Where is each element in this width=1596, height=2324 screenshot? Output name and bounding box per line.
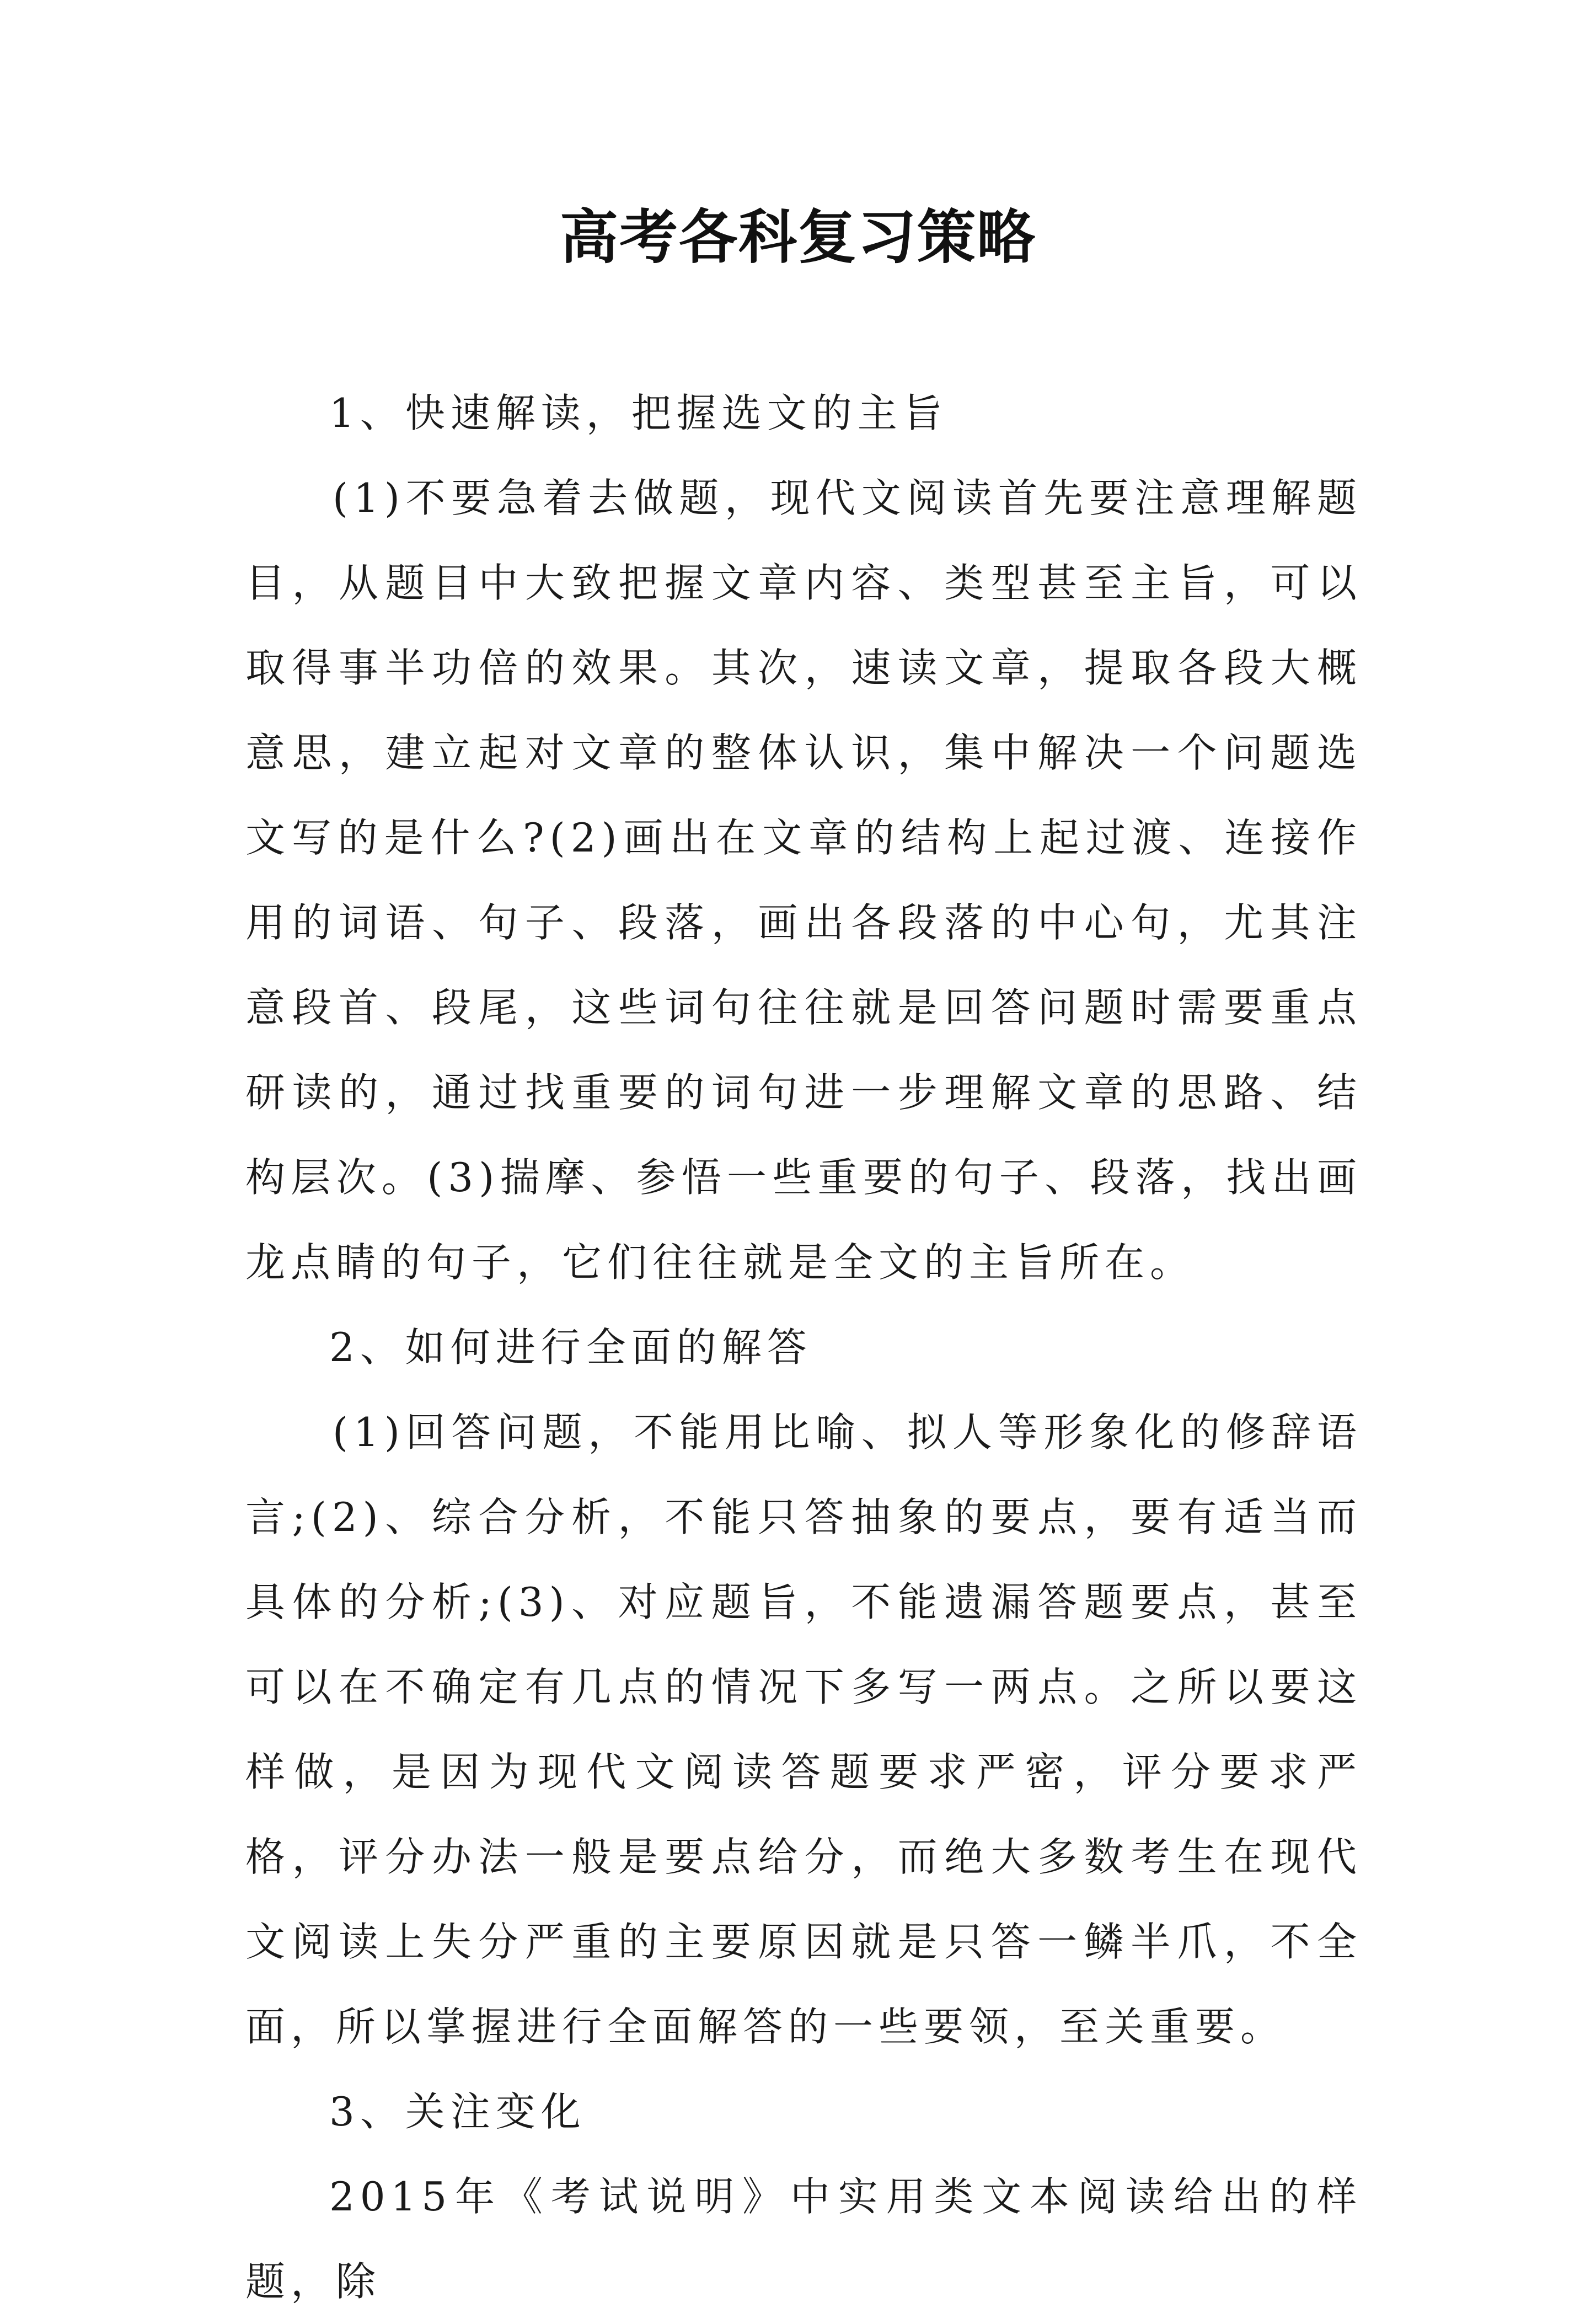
document-title: 高考各科复习策略 bbox=[560, 202, 1036, 271]
section-paragraph-3: 2015年《考试说明》中实用类文本阅读给出的样题，除 bbox=[245, 2173, 1362, 2305]
section-heading-3: 3、关注变化 bbox=[329, 2089, 586, 2135]
section-paragraph-1: (1)不要急着去做题，现代文阅读首先要注意理解题目，从题目中大致把握文章内容、类型甚至主旨，可以取得事半功倍的效果。其次，速读文章，提取各段大概意思，建立起对文章的整体认识，集中解决一个问题选文写的是什么?(2)画出在文章的结构上起过渡、连接作用的词语、句子、段落，画出各段落的中心句，尤其注意段首、段尾，这些词句往往就是回答问题时需要重点研读的，通过找重要的词句进一步理解文章的思路、结构层次。(3)揣摩、参悟一些重要的句子、段落，找出画龙点睛的句子，它们往往就是全文的主旨所在。 bbox=[245, 475, 1362, 1286]
document-body bbox=[245, 371, 1362, 2324]
section-paragraph-2: (1)回答问题，不能用比喻、拟人等形象化的修辞语言;(2)、综合分析，不能只答抽象的要点，要有适当而具体的分析;(3)、对应题旨，不能遗漏答题要点，甚至可以在不确定有几点的情况下多写一两点。之所以要这样做，是因为现代文阅读答题要求严密，评分要求严格，评分办法一般是要点给分，而绝大多数考生在现代文阅读上失分严重的主要原因就是只答一鳞半爪，不全面，所以掌握进行全面解答的一些要领，至关重要。 bbox=[245, 1409, 1362, 2050]
section-heading-1: 1、快速解读，把握选文的主旨 bbox=[329, 390, 948, 436]
section-heading-2: 2、如何进行全面的解答 bbox=[329, 1324, 812, 1370]
